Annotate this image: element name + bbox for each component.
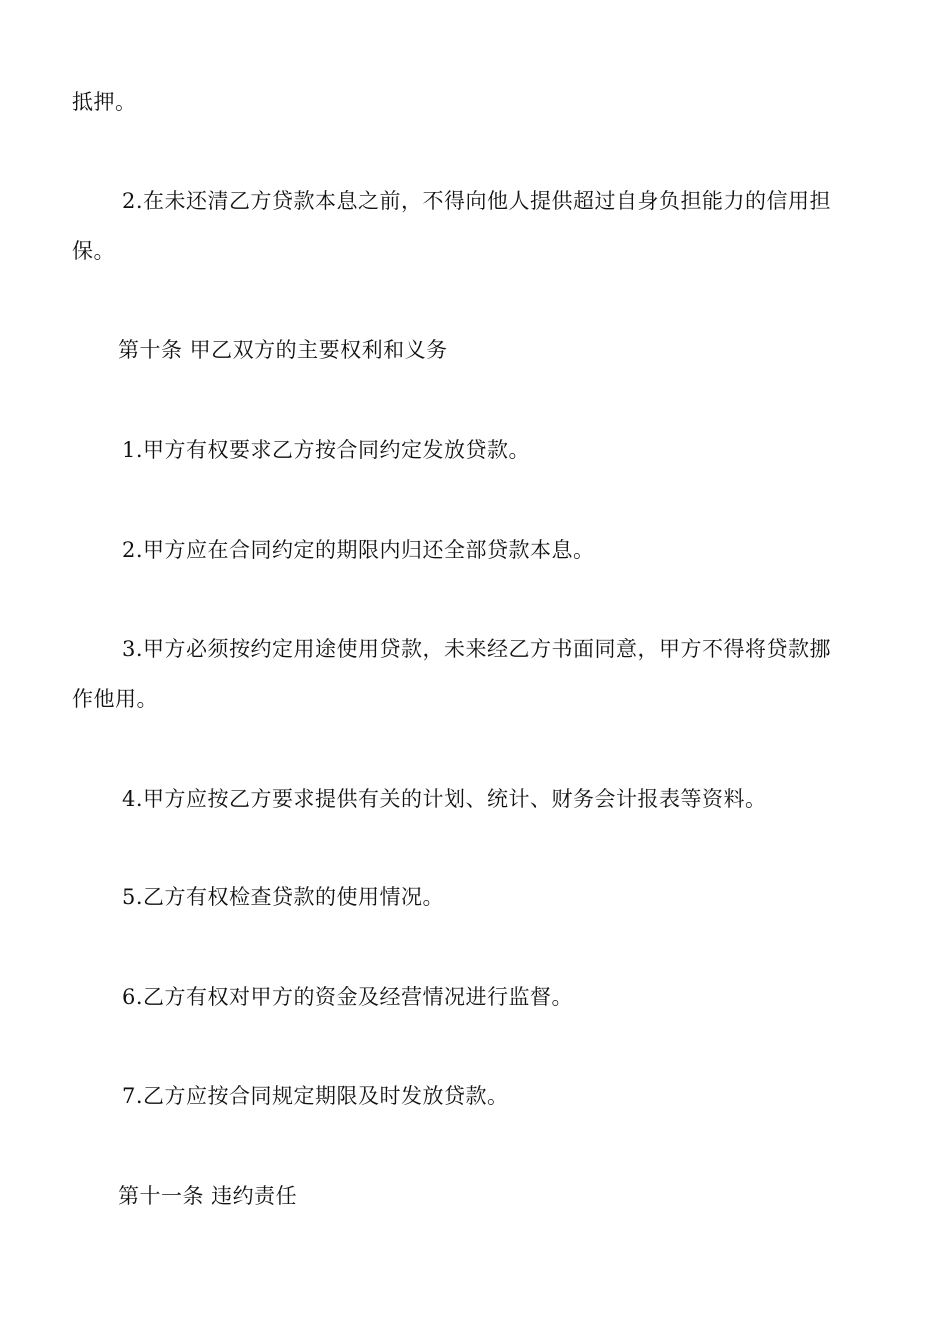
clause-item-7: 7.乙方应按合同规定期限及时发放贷款。 (122, 1084, 509, 1108)
clause-item-3-line2: 作他用。 (72, 687, 158, 711)
clause-item-2-line2: 保。 (72, 239, 115, 263)
clause-item-1: 1.甲方有权要求乙方按合同约定发放贷款。 (122, 438, 531, 462)
clause-item-3-line1: 3.甲方必须按约定用途使用贷款，未来经乙方书面同意，甲方不得将贷款挪 (122, 637, 832, 661)
paragraph-continuation: 抵押。 (72, 90, 137, 114)
article-heading-10: 第十条 甲乙双方的主要权利和义务 (118, 338, 448, 362)
clause-item-5: 5.乙方有权检查贷款的使用情况。 (122, 885, 445, 909)
article-heading-11: 第十一条 违约责任 (118, 1184, 298, 1208)
clause-item-4: 4.甲方应按乙方要求提供有关的计划、统计、财务会计报表等资料。 (122, 787, 767, 811)
clause-item-2-line1: 2.在未还清乙方贷款本息之前，不得向他人提供超过自身负担能力的信用担 (122, 189, 832, 213)
clause-item-6: 6.乙方有权对甲方的资金及经营情况进行监督。 (122, 985, 574, 1009)
clause-item-2: 2.甲方应在合同约定的期限内归还全部贷款本息。 (122, 538, 595, 562)
